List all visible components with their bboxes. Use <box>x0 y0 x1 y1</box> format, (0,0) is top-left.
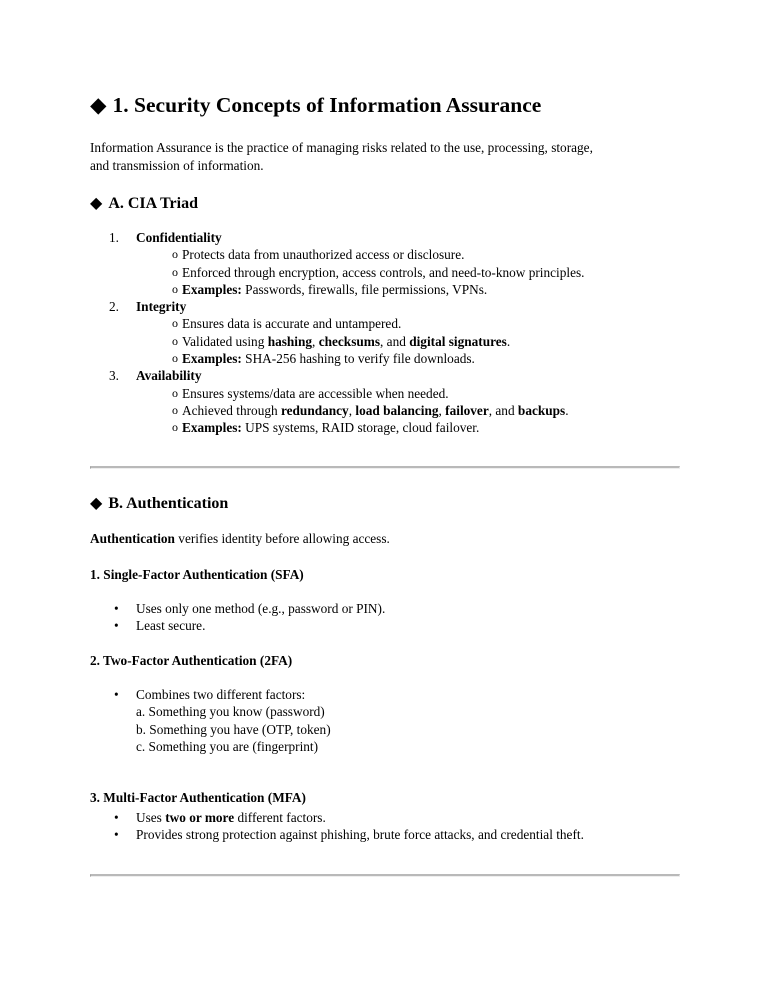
list-item <box>90 826 584 843</box>
cia-item-confidentiality <box>90 229 584 298</box>
sub-text: Achieved through <box>182 402 281 418</box>
sub-text: , and <box>488 402 518 418</box>
cia-item-label: Confidentiality <box>136 230 222 245</box>
sub-text: , and <box>380 333 410 349</box>
sub-bold: failover <box>445 402 489 418</box>
sub-text: Validated using <box>182 333 268 349</box>
sub-text: Ensures systems/data are accessible when needed. <box>182 385 449 401</box>
factor-line: a. Something you know (password) <box>136 704 325 720</box>
sub-bold: Examples: <box>182 351 242 367</box>
sub-bold: backups <box>517 402 566 418</box>
list-item <box>90 809 584 826</box>
list-item-bold: two or more <box>165 810 235 825</box>
sfa-heading: 1. Single-Factor Authentication (SFA) <box>90 567 304 582</box>
sub-bold: checksums <box>318 333 381 349</box>
sub-list-item <box>136 385 584 402</box>
factor-line: c. Something you are (fingerprint) <box>136 738 319 754</box>
sub-text: SHA-256 hashing to verify file downloads. <box>241 351 475 367</box>
diamond-icon: ◆ <box>90 495 103 512</box>
sub-text: , <box>312 333 319 349</box>
circle-bullet-icon: o <box>172 420 178 435</box>
list-item-text: Uses <box>136 810 166 825</box>
list-item-text: Provides strong protection against phishing, brute force attacks, and credential theft. <box>136 827 584 843</box>
list-item-text: Uses only one method (e.g., password or PIN). <box>136 601 386 616</box>
cia-item-label: Integrity <box>136 299 187 315</box>
cia-sublist <box>136 246 584 298</box>
cia-item-integrity <box>90 298 584 367</box>
sub-text: , <box>438 402 446 418</box>
tfa-heading: 2. Two-Factor Authentication (2FA) <box>90 653 293 668</box>
sub-text: Protects data from unauthorized access or disclosure. <box>182 247 465 263</box>
bullet-icon: • <box>114 810 119 825</box>
circle-bullet-icon: o <box>172 333 178 348</box>
bullet-icon: • <box>114 601 119 616</box>
circle-bullet-icon: o <box>172 247 178 262</box>
sub-list-item <box>136 246 584 263</box>
sub-text: Passwords, firewalls, file permissions, VPNs. <box>241 281 488 297</box>
list-item-text: Least secure. <box>136 618 206 634</box>
bullet-icon: • <box>114 827 119 843</box>
sub-list-item <box>136 281 584 298</box>
intro-line-2: and transmission of information. <box>90 158 264 173</box>
cia-list <box>90 229 584 437</box>
sub-text: , <box>348 402 356 418</box>
sub-bold: Examples: <box>182 420 242 436</box>
sub-text: . <box>565 402 569 418</box>
circle-bullet-icon: o <box>172 316 178 331</box>
sub-text: Ensures data is accurate and untampered. <box>182 316 402 332</box>
authentication-heading-text: B. Authentication <box>108 495 229 512</box>
sub-bold: Examples: <box>182 281 242 297</box>
cia-sublist <box>136 315 584 367</box>
diamond-icon: ◆ <box>90 195 103 212</box>
cia-heading <box>90 193 198 213</box>
sub-list-item <box>136 402 584 419</box>
list-item <box>90 617 385 634</box>
bullet-icon: • <box>114 687 119 702</box>
circle-bullet-icon: o <box>172 264 178 279</box>
mfa-list <box>90 809 584 844</box>
sub-list-item <box>136 333 584 350</box>
bullet-icon: • <box>114 618 119 634</box>
circle-bullet-icon: o <box>172 402 178 417</box>
cia-sublist <box>136 385 584 437</box>
sub-text: . <box>506 333 511 349</box>
authentication-heading <box>90 493 228 513</box>
intro-paragraph <box>90 139 670 175</box>
sfa-list <box>90 600 385 635</box>
auth-intro-text: verifies identity before allowing access. <box>174 531 390 546</box>
list-item-text: different factors. <box>234 810 326 825</box>
list-number: 1. <box>109 230 119 245</box>
section-title <box>90 93 541 118</box>
horizontal-rule <box>90 466 680 469</box>
mfa-heading: 3. Multi-Factor Authentication (MFA) <box>90 790 306 805</box>
cia-heading-text: A. CIA Triad <box>108 195 198 212</box>
tfa-list <box>90 686 331 755</box>
circle-bullet-icon: o <box>172 385 178 400</box>
circle-bullet-icon: o <box>172 281 178 296</box>
cia-item-label: Availability <box>136 368 202 384</box>
horizontal-rule <box>90 874 680 877</box>
intro-line-1: Information Assurance is the practice of managing risks related to the use, processing, storage, <box>90 140 593 155</box>
section-title-text: 1. Security Concepts of Information Assurance <box>112 93 542 117</box>
list-item <box>90 600 385 617</box>
list-item-text: Combines two different factors: <box>136 687 306 702</box>
list-item <box>90 686 331 755</box>
sub-bold: digital signatures <box>409 333 507 349</box>
list-number: 3. <box>109 368 119 384</box>
sub-list-item <box>136 419 584 436</box>
sub-bold: redundancy <box>280 402 349 418</box>
diamond-icon: ◆ <box>90 93 107 117</box>
sub-bold: load balancing <box>355 402 439 418</box>
cia-item-availability <box>90 367 584 436</box>
circle-bullet-icon: o <box>172 351 178 366</box>
sub-list-item <box>136 350 584 367</box>
auth-intro-bold: Authentication <box>90 531 175 546</box>
sub-text: Enforced through encryption, access controls, and need-to-know principles. <box>182 264 585 280</box>
sub-list-item <box>136 264 584 281</box>
list-number: 2. <box>109 299 119 315</box>
sub-list-item <box>136 315 584 332</box>
factor-line: b. Something you have (OTP, token) <box>136 721 331 737</box>
sub-bold: hashing <box>267 333 313 349</box>
sub-text: UPS systems, RAID storage, cloud failover. <box>241 420 480 436</box>
authentication-intro <box>90 530 670 548</box>
